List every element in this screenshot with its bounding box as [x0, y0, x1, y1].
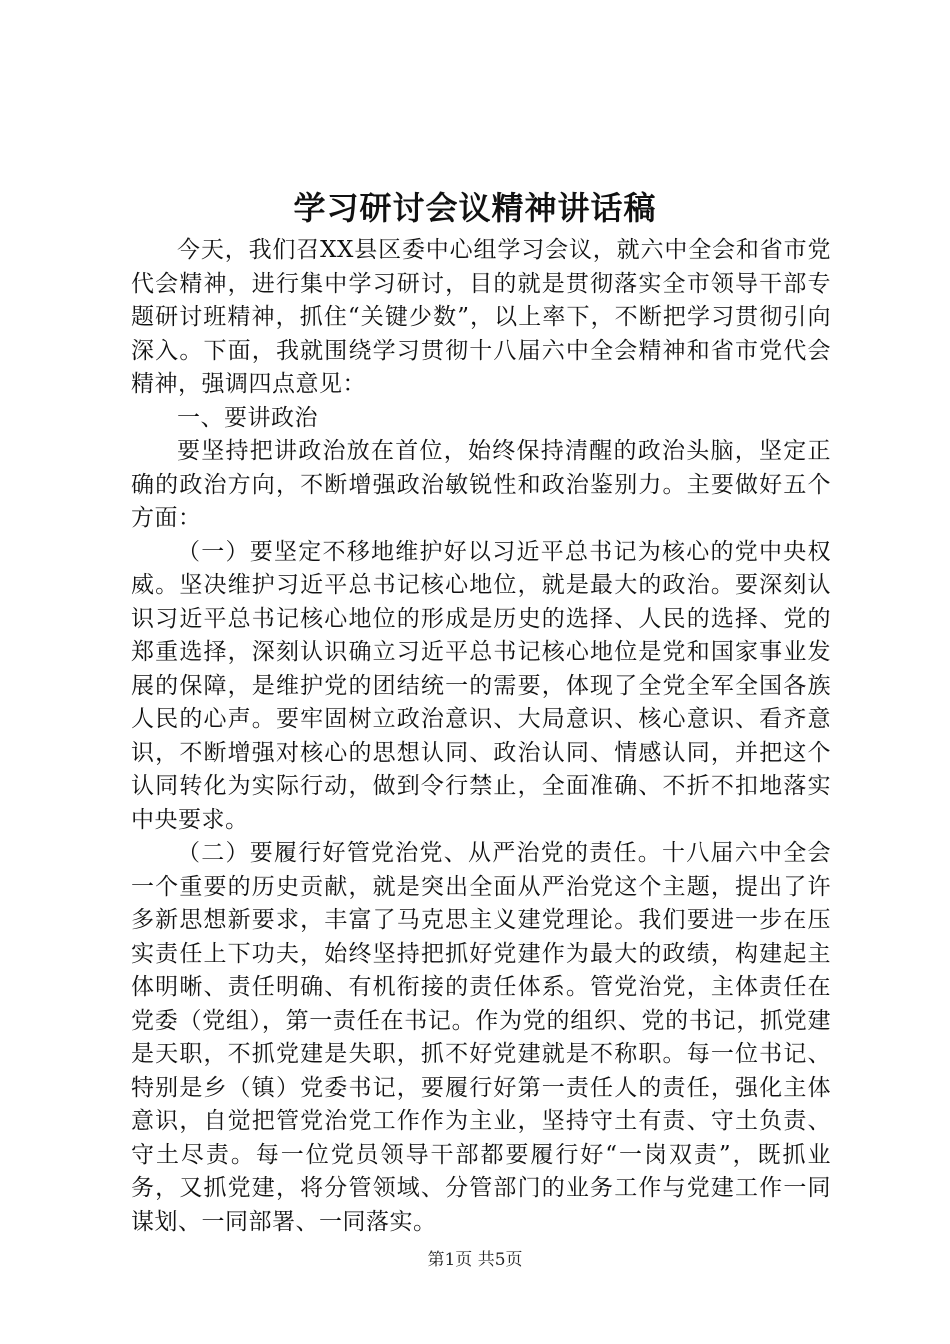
- document-body: [131, 234, 831, 1239]
- paragraph-intro: 今天，我们召XX县区委中心组学习会议，就六中全会和省市党代会精神，进行集中学习研讨，目的就是贯彻落实全市领导干部专题研讨班精神，抓住“关键少数”，以上率下，不断把学习贯彻引向深入。下面，我就围绕学习贯彻十八届六中全会精神和省市党代会精神，强调四点意见：: [131, 237, 831, 397]
- paragraph-point-two: （二）要履行好管党治党、从严治党的责任。十八届六中全会一个重要的历史贡献，就是突出全面从严治党这个主题，提出了许多新思想新要求，丰富了马克思主义建党理论。我们要进一步在压实责任上下功夫，始终坚持把抓好党建作为最大的政绩，构建起主体明晰、责任明确、有机衔接的责任体系。管党治党，主体责任在党委（党组），第一责任在书记。作为党的组织、党的书记，抓党建是天职，不抓党建是失职，抓不好党建就是不称职。每一位书记、特别是乡（镇）党委书记，要履行好第一责任人的责任，强化主体意识，自觉把管党治党工作作为主业，坚持守土有责、守土负责、守土尽责。每一位党员领导干部都要履行好“一岗双责”，既抓业务，又抓党建，将分管领域、分管部门的业务工作与党建工作一同谋划、一同部署、一同落实。: [131, 840, 831, 1235]
- document-title: 学习研讨会议精神讲话稿: [293, 189, 657, 227]
- paragraph-politics-summary: 要坚持把讲政治放在首位，始终保持清醒的政治头脑，坚定正确的政治方向，不断增强政治敏锐性和政治鉴别力。主要做好五个方面：: [131, 438, 831, 531]
- section-heading-politics: 一、要讲政治: [177, 404, 318, 431]
- paragraph-point-one: （一）要坚定不移地维护好以习近平总书记为核心的党中央权威。坚决维护习近平总书记核心地位，就是最大的政治。要深刻认识习近平总书记核心地位的形成是历史的选择、人民的选择、党的郑重选择，深刻认识确立习近平总书记核心地位是党和国家事业发展的保障，是维护党的团结统一的需要，体现了全党全军全国各族人民的心声。要牢固树立政治意识、大局意识、核心意识、看齐意识，不断增强对核心的思想认同、政治认同、情感认同，并把这个认同转化为实际行动，做到令行禁止，全面准确、不折不扣地落实中央要求。: [131, 538, 831, 833]
- page-number-footer: 第1页 共5页: [427, 1250, 523, 1270]
